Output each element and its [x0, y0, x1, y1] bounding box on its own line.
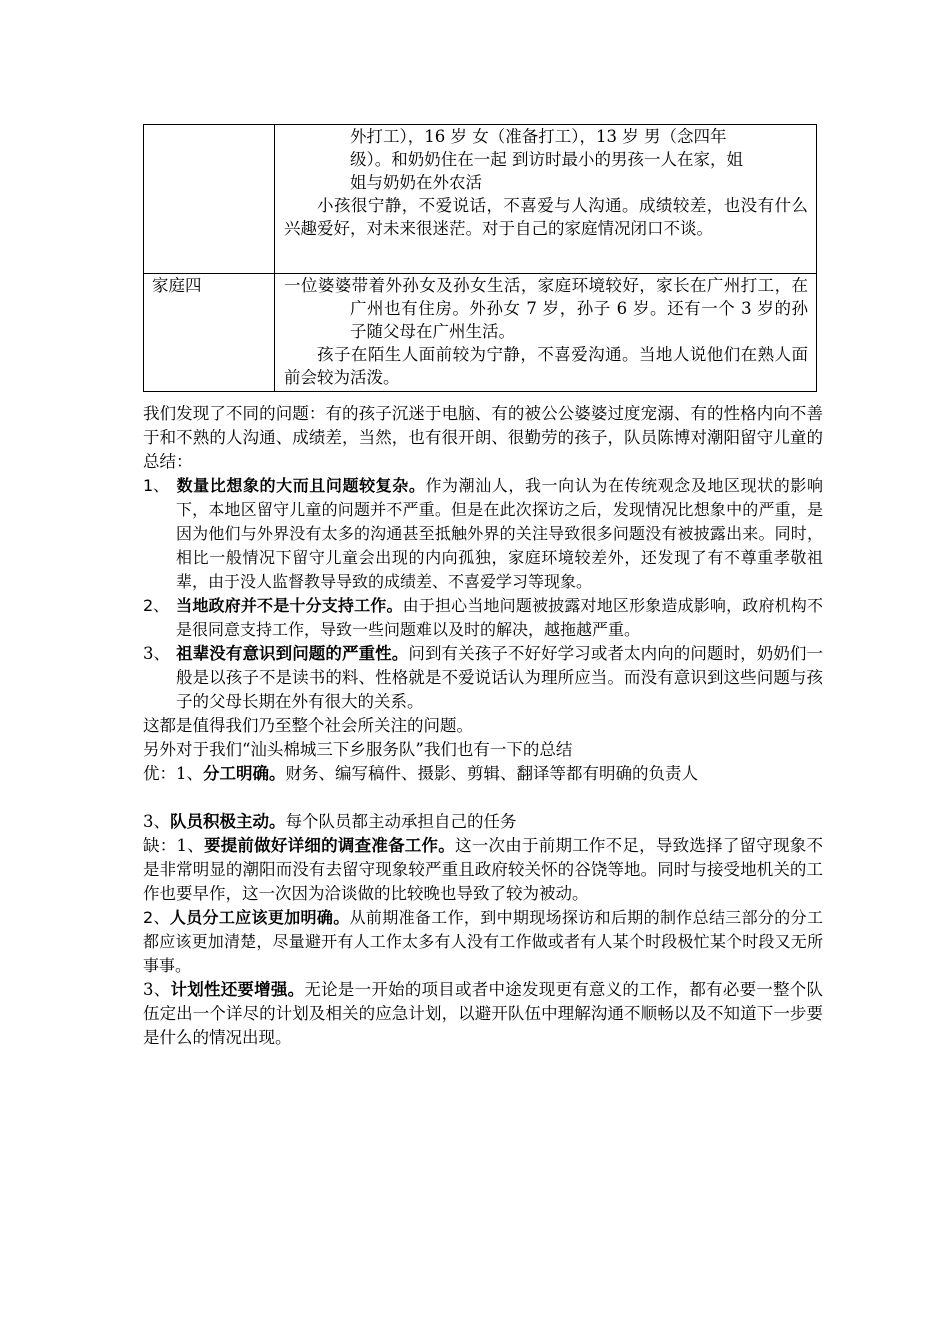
pros-text: 财务、编写稿件、摄影、剪辑、翻译等都有明确的负责人: [285, 764, 698, 783]
pros-heading: 队员积极主动。: [170, 812, 286, 831]
finding-item: [143, 594, 823, 642]
list-number: 1、: [143, 476, 170, 495]
summary-section: [143, 402, 823, 1050]
finding-heading: 当地政府并不是十分支持工作。: [176, 596, 403, 615]
table-cell-content: [275, 274, 817, 392]
conclusion-text: 这都是值得我们乃至整个社会所关注的问题。: [143, 716, 473, 735]
cons-text: 无论是一开始的项目或者中途发现更有意义的工作，都有必要一整个队伍定出一个详尽的计划及相关的应急计划，以避开队伍中理解沟通不顺畅以及不知道下一步要是什么的情况出现。: [143, 980, 824, 1047]
cons-item-2: [143, 906, 823, 978]
finding-text: 作为潮汕人，我一向认为在传统观念及地区现状的影响下，本地区留守儿童的问题并不严重。但是在此次探访之后，发现情况比想象中的严重，是因为他们与外界没有太多的沟通甚至抵触外界的关注导致很多问题没有被披露出来。同时，相比一般情况下留守儿童会出现的内向孤独，家庭环境较差外，还发现了有不尊重孝敬祖辈，由于没人监督教导导致的成绩差、不喜爱学习等现象。: [176, 476, 823, 591]
pros-item-1: [143, 762, 823, 786]
pros-item-3: [143, 810, 823, 834]
finding-heading: 数量比想象的大而且问题较复杂。: [176, 476, 426, 495]
cons-prefix: 2、: [143, 908, 170, 927]
finding-item: [143, 474, 823, 594]
blank-line: [143, 786, 823, 810]
cons-heading: 人员分工应该更加明确。: [169, 908, 350, 927]
table-row: [144, 274, 817, 392]
pros-heading: 分工明确。: [203, 764, 286, 783]
table-row: [144, 125, 817, 274]
child-status: 孩子在陌生人面前较为宁静，不喜爱沟通。当地人说他们在熟人面前会较为活泼。: [284, 345, 808, 387]
pros-prefix: 优：1、: [143, 764, 203, 783]
family-label: 家庭四: [144, 274, 275, 392]
family-description: 一位婆婆带着外孙女及孙女生活，家庭环境较好，家长在广州打工，在广州也有住房。外孙女 7 岁，孙子 6 岁。还有一个 3 岁的孙子随父母在广州生活。: [284, 276, 808, 341]
family-line: 外打工），16 岁 女（准备打工），13 岁 男（念四年: [350, 127, 727, 146]
cons-prefix: 3、: [143, 980, 171, 999]
cons-text: 这一次由于前期工作不足，导致选择了留守现象不是非常明显的潮阳而没有去留守现象较严重且政府较关怀的谷饶等地。同时与接受地机关的工作也要早作，这一次因为洽谈做的比较晚也导致了较为被动。: [143, 836, 824, 903]
cons-text: 从前期准备工作，到中期现场探访和后期的制作总结三部分的分工都应该更加清楚，尽量避开有人工作太多有人没有工作做或者有人某个时段极忙某个时段又无所事事。: [143, 908, 823, 975]
cons-item-1: [143, 834, 823, 906]
family-line: 级）。和奶奶住在一起 到访时最小的男孩一人在家，姐: [350, 150, 743, 169]
table-cell-content: [275, 125, 817, 274]
finding-text: 问到有关孩子不好好学习或者太内向的问题时，奶奶们一般是以孩子不是读书的料、性格就是不爱说话认为理所应当。而没有意识到这些问题与孩子的父母长期在外有很大的关系。: [176, 644, 824, 711]
cons-item-3: [143, 978, 823, 1050]
finding-heading: 祖辈没有意识到问题的严重性。: [176, 644, 409, 663]
family-table: [143, 124, 817, 392]
list-number: 3、: [143, 644, 170, 663]
cons-heading: 计划性还要增强。: [170, 980, 305, 999]
pros-prefix: 3、: [143, 812, 170, 831]
child-status: 小孩很宁静，不爱说话，不喜爱与人沟通。成绩较差，也没有什么兴趣爱好，对未来很迷茫。对于自己的家庭情况闭口不谈。: [284, 196, 808, 238]
table-cell-label: [144, 125, 275, 274]
list-number: 2、: [143, 596, 170, 615]
intro-paragraph: 我们发现了不同的问题：有的孩子沉迷于电脑、有的被公公婆婆过度宠溺、有的性格内向不善于和不熟的人沟通、成绩差，当然，也有很开朗、很勤劳的孩子，队员陈博对潮阳留守儿童的总结：: [143, 404, 823, 471]
cons-heading: 要提前做好详细的调查准备工作。: [203, 836, 456, 855]
pros-text: 每个队员都主动承担自己的任务: [285, 812, 517, 831]
finding-text: 由于担心当地问题被披露对地区形象造成影响，政府机构不是很同意支持工作，导致一些问题难以及时的解决，越拖越严重。: [176, 596, 823, 639]
team-intro-text: 另外对于我们“汕头棉城三下乡服务队”我们也有一下的总结: [143, 740, 573, 759]
family-line: 姐与奶奶在外农活: [350, 173, 482, 192]
cons-prefix: 缺：1、: [143, 836, 204, 855]
finding-item: [143, 642, 823, 714]
